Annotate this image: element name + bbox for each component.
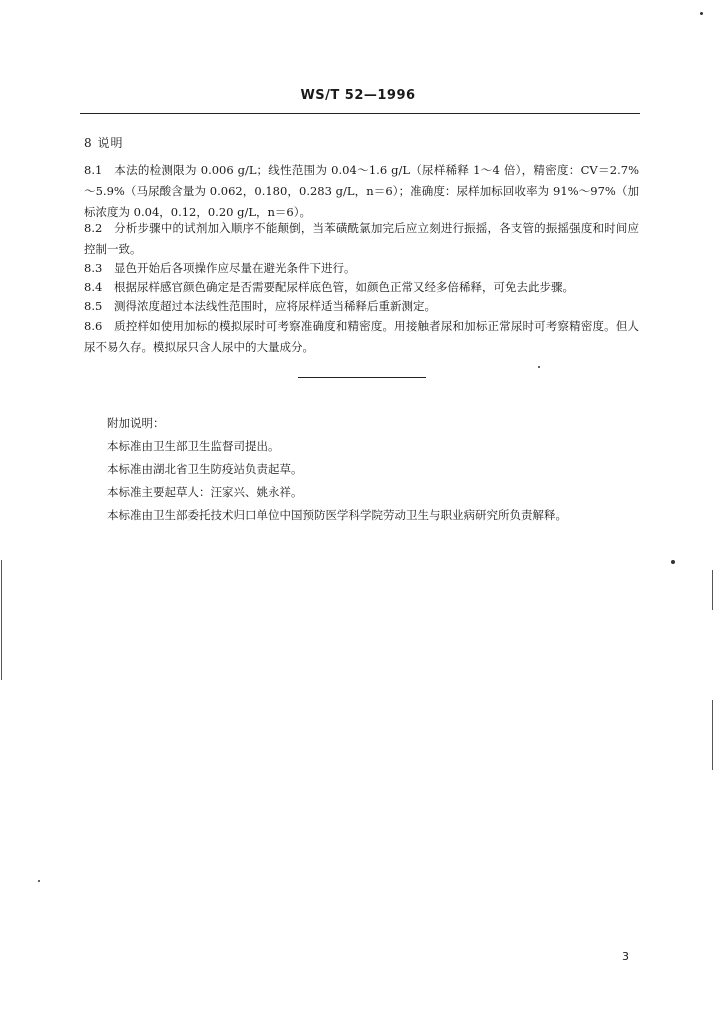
scan-edge-mark	[712, 570, 713, 610]
scan-speck	[671, 560, 675, 564]
paragraph-number: 8.2	[84, 221, 103, 235]
note-line: 本标准由卫生部委托技术归口单位中国预防医学科学院劳动卫生与职业病研究所负责解释。	[107, 508, 567, 522]
scan-edge-mark	[1, 560, 2, 680]
section-title: 8 说明	[84, 136, 124, 150]
page-number: 3	[622, 950, 629, 963]
additional-notes	[107, 412, 647, 527]
paragraph-text: 分析步骤中的试剂加入顺序不能颠倒，当苯磺酰氯加完后应立刻进行振摇，各支管的振摇强度和时间应控制一致。	[84, 221, 639, 256]
scan-speck	[700, 12, 703, 15]
header-rule	[80, 113, 640, 114]
note-line: 本标准由湖北省卫生防疫站负责起草。	[107, 462, 303, 476]
paragraph-text: 根据尿样感官颜色确定是否需要配尿样底色管，如颜色正常又经多倍稀释，可免去此步骤。	[114, 280, 574, 294]
notes-heading: 附加说明：	[107, 416, 165, 430]
paragraph-8-1	[84, 160, 639, 223]
paragraph-text: 本法的检测限为 0.006 g/L；线性范围为 0.04～1.6 g/L（尿样稀释 1～4 倍），精密度：CV＝2.7%～5.9%（马尿酸含量为 0.062，0.180，0.283 g/L，n＝6）；准确度：尿样加标回收率为 91%～97%（加标浓度为 0.04，0.12，0.20 g/L，n＝6）。	[84, 163, 639, 219]
page-header-title: WS/T 52—1996	[300, 88, 416, 103]
scan-speck	[38, 880, 40, 882]
paragraph-number: 8.4	[84, 280, 103, 294]
paragraph-number: 8.3	[84, 261, 103, 275]
note-line: 本标准主要起草人：汪家兴、姚永祥。	[107, 485, 303, 499]
scan-speck	[538, 366, 540, 368]
paragraph-8-4	[84, 277, 639, 298]
paragraph-number: 8.6	[84, 319, 103, 333]
paragraph-8-3	[84, 258, 639, 279]
scan-edge-mark	[712, 700, 713, 770]
paragraph-number: 8.1	[84, 163, 103, 177]
paragraph-8-2	[84, 218, 639, 260]
paragraph-8-5	[84, 296, 639, 317]
paragraph-text: 显色开始后各项操作应尽量在避光条件下进行。	[114, 261, 356, 275]
note-line: 本标准由卫生部卫生监督司提出。	[107, 439, 280, 453]
paragraph-text: 质控样如使用加标的模拟尿时可考察准确度和精密度。用接触者尿和加标正常尿时可考察精密度。但人尿不易久存。模拟尿只含人尿中的大量成分。	[84, 319, 639, 354]
paragraph-number: 8.5	[84, 299, 103, 313]
section-divider	[298, 377, 426, 378]
paragraph-text: 测得浓度超过本法线性范围时，应将尿样适当稀释后重新测定。	[114, 299, 436, 313]
paragraph-8-6	[84, 316, 639, 358]
